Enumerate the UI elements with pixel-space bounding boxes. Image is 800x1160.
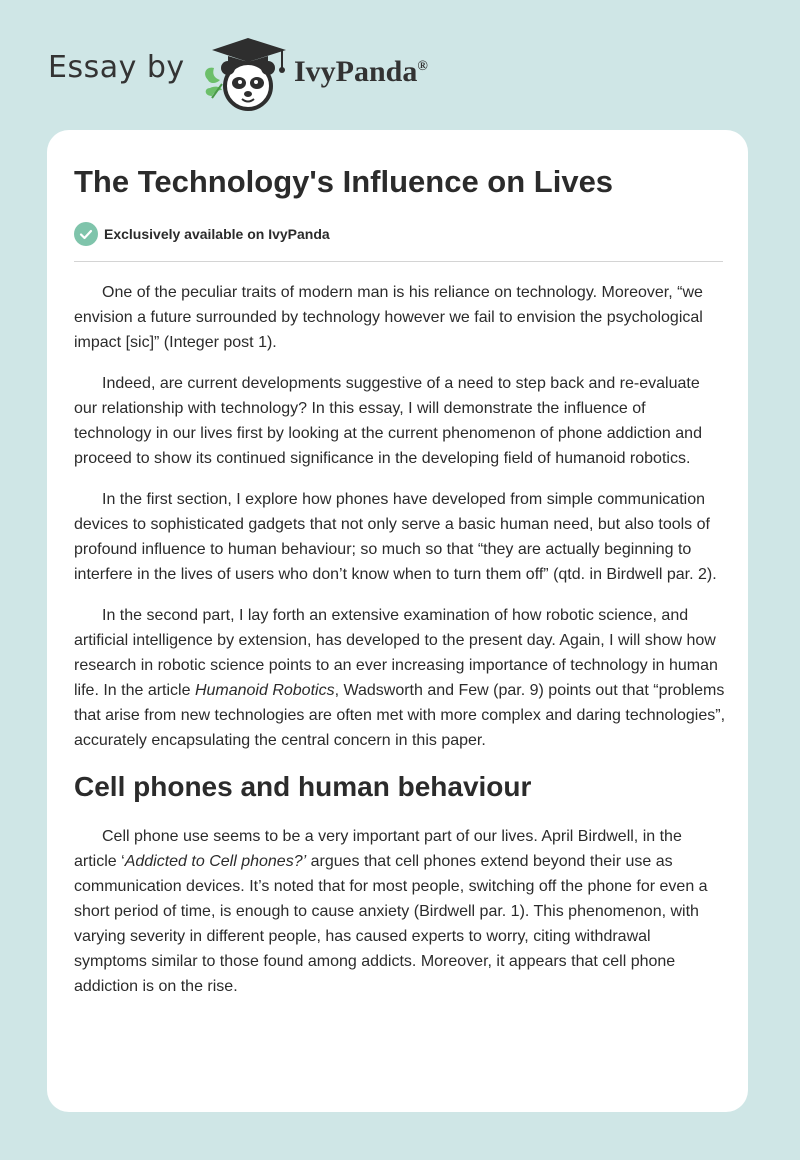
divider <box>74 261 723 262</box>
section-heading: Cell phones and human behaviour <box>74 771 532 802</box>
paragraph-2: Indeed, are current developments suggestive of a need to step back and re-evaluate our relationship with technology? In this essay, I will demonstrate the influence of technology in our lives first by looking at the current phenomenon of phone addiction and proceed to show its continued significance in the developing field of humanoid robotics. <box>74 375 702 467</box>
paragraph-5-text-a: Cell phone use seems to be a very important part of our lives. April Birdwell, in the article ‘ <box>74 828 682 870</box>
paragraph-4-text-a: In the second part, I lay forth an extensive examination of how robotic science, and artificial intelligence by extension, has developed to the present day. Again, I will show how research in robotic science points to an ever increasing importance of technology in human life. In the article <box>74 607 718 699</box>
paragraph-1: One of the peculiar traits of modern man is his reliance on technology. Moreover, “we envision a future surrounded by technology however we fail to envision the psychological impact [sic]” (Integer post 1). <box>74 284 703 351</box>
paragraph-4 <box>74 603 726 753</box>
panda-logo-icon[interactable] <box>200 36 290 112</box>
registered-mark: ® <box>417 59 428 74</box>
exclusive-badge <box>74 222 330 246</box>
page-title: The Technology's Influence on Lives <box>74 164 614 199</box>
essay-body <box>74 280 726 1015</box>
paragraph-3: In the first section, I explore how phones have developed from simple communication devices to sophisticated gadgets that not only serve a basic human need, but also tools of profound influence to human behaviour; so much so that “they are actually beginning to interfere in the lives of users who don’t know when to turn them off” (qtd. in Birdwell par. 2). <box>74 491 717 583</box>
paragraph-5-text-b: argues that cell phones extend beyond their use as communication devices. It’s noted that for most people, switching off the phone for even a short period of time, is enough to cause anxiety (Birdwell par. 1). This phenomenon, with varying severity in different people, has caused experts to worry, citing withdrawal symptoms similar to those found among addicts. Moreover, it appears that cell phone addiction is on the rise. <box>74 853 708 995</box>
site-header <box>0 0 800 120</box>
brand-text: IvyPanda <box>294 55 418 88</box>
badge-label: Exclusively available on IvyPanda <box>104 226 330 242</box>
essay-card <box>47 130 748 1112</box>
brand-name[interactable] <box>294 55 428 89</box>
essay-by-label: Essay by <box>48 50 185 85</box>
paragraph-5-citation-title: Addicted to Cell phones?’ <box>124 853 307 870</box>
check-circle-icon <box>74 222 98 246</box>
paragraph-4-citation-title: Humanoid Robotics <box>194 682 335 699</box>
paragraph-4-text-b: , Wadsworth and Few (par. 9) points out that “problems that arise from new technologies are often met with more complex and daring technologies”, accurately encapsulating the central concern in this paper. <box>74 682 726 749</box>
paragraph-5 <box>74 824 726 999</box>
